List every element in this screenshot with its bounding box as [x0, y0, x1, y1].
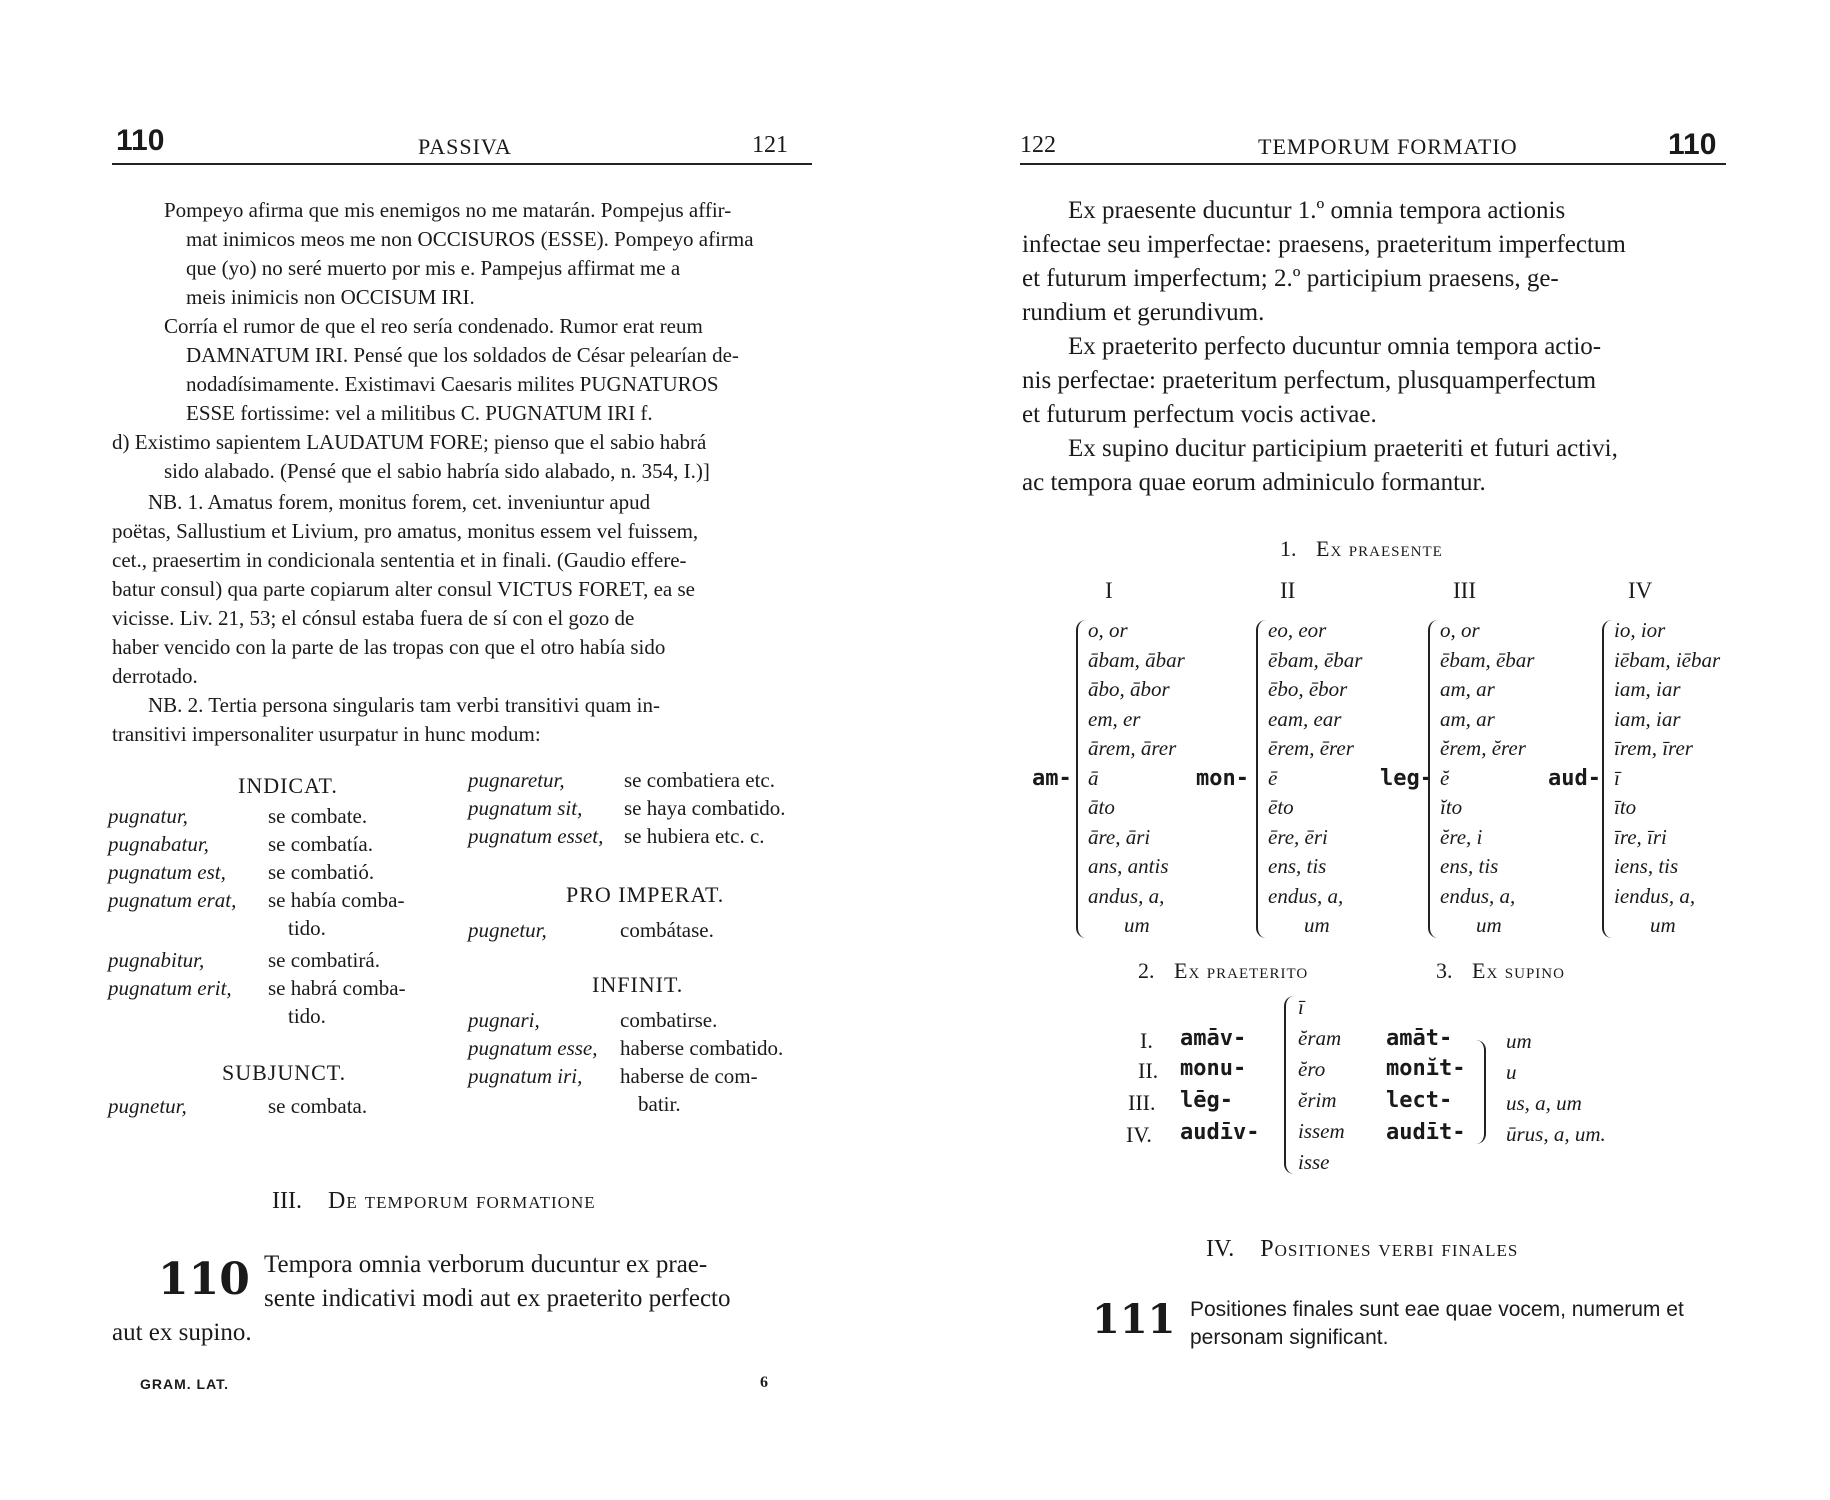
conj-stem: aud-	[1548, 766, 1601, 791]
para1-line: rundium et gerundivum.	[1022, 299, 1265, 326]
brace-left	[1602, 620, 1614, 938]
example-line: Corría el rumor de que el reo sería condenado. Rumor erat reum	[164, 314, 703, 338]
right-section-number: 110	[1668, 128, 1717, 161]
para2-line: nis perfectae: praeteritum perfectum, plusquamperfectum	[1022, 367, 1597, 394]
nb1-line: NB. 1. Amatus forem, monitus forem, cet. inveniuntur apud	[148, 490, 651, 514]
conj-endings: eo, eor ēbam, ēbar ēbo, ēbor eam, ear ērem, ērer ē ēto ēre, ēri ens, tis endus, a, um	[1268, 618, 1363, 937]
section3-heading	[272, 1188, 596, 1215]
right-header-rule	[1020, 163, 1726, 165]
nb1-line: derrotado.	[112, 664, 198, 688]
para110-number: 110	[158, 1254, 250, 1305]
nb1-line: haber vencido con la parte de las tropas con que el otro había sido	[112, 635, 666, 659]
nb1-line: batur consul) qua parte copiarum alter consul VICTUS FORET, ea se	[112, 577, 695, 601]
para1-line: et futurum imperfectum; 2.º participium praesens, ge-	[1022, 265, 1559, 292]
example-line: sido alabado. (Pensé que el sabio habría sido alabado, n. 354, I.)]	[164, 459, 710, 483]
section4-title: Positiones verbi finales	[1260, 1236, 1519, 1262]
perfect-endings: ī ĕram ĕro ĕrim issem isse	[1298, 995, 1345, 1174]
section3-numeral: III.	[272, 1188, 302, 1214]
conj-stem: am-	[1032, 766, 1072, 791]
left-header-rule	[112, 163, 812, 165]
footer-signature: 6	[760, 1374, 768, 1391]
right-para-block	[1022, 194, 1724, 500]
perfect-numeral: III.	[1128, 1090, 1156, 1115]
perfect-numeral: I.	[1140, 1028, 1153, 1053]
brace-left	[1428, 620, 1440, 938]
conj-endings: o, or ābam, ābar ābo, ābor em, er ārem, ārer ā āto āre, āri ans, antis andus, a, um	[1088, 618, 1185, 937]
para111-line: personam significant.	[1190, 1326, 1389, 1349]
example-line: Pompeyo afirma que mis enemigos no me matarán. Pompejus affir-	[164, 198, 732, 222]
brace-perfect	[1284, 996, 1296, 1174]
conj-endings: io, ior iēbam, iēbar iam, iar iam, iar īrem, īrer ī īto īre, īri iens, tis iendus, a, um	[1614, 618, 1721, 937]
para111-line: Positiones finales sunt eae quae vocem, numerum et	[1190, 1298, 1684, 1321]
conj-stem: leg-	[1380, 766, 1433, 791]
brace-supine	[1476, 1040, 1486, 1144]
nb1-line: vicisse. Liv. 21, 53; el cónsul estaba fuera de sí con el gozo de	[112, 606, 635, 630]
example-line: ESSE fortissime: vel a militibus C. PUGNATUM IRI f.	[186, 401, 653, 425]
infinit-heading: INFINIT.	[592, 972, 684, 997]
brace-left	[1076, 620, 1088, 938]
para3-line: ac tempora quae eorum adminiculo formantur.	[1022, 469, 1486, 496]
example-line: mat inimicos meos me non OCCISUROS (ESSE). Pompeyo afirma	[186, 227, 754, 251]
para110-line: aut ex supino.	[112, 1319, 252, 1346]
perfect-numeral: II.	[1138, 1058, 1159, 1083]
right-running-title: TEMPORUM FORMATIO	[1258, 134, 1518, 159]
brace-left	[1256, 620, 1268, 938]
table2-heading: 2. Ex praeterito	[1138, 958, 1309, 983]
para2-line: et futurum perfectum vocis activae.	[1022, 401, 1377, 428]
perfect-stem: monu-	[1180, 1056, 1247, 1081]
supine-endings: um u us, a, um ūrus, a, um.	[1506, 1029, 1606, 1146]
supine-stem: monĭt-	[1386, 1056, 1466, 1081]
conj-numeral: III	[1453, 578, 1476, 603]
supine-stem: lect-	[1386, 1088, 1453, 1113]
para111-text	[1190, 1296, 1730, 1352]
example-line: que (yo) no seré muerto por mis e. Pampejus affirmat me a	[186, 256, 681, 280]
pro-imperat-heading: PRO IMPERAT.	[566, 882, 725, 907]
para1-line: infectae seu imperfectae: praesens, praeteritum imperfectum	[1022, 231, 1626, 258]
example-line: d) Existimo sapientem LAUDATUM FORE; pienso que el sabio habrá	[112, 430, 707, 454]
nb-block	[112, 488, 812, 749]
example-line: nodadísimamente. Existimavi Caesaris milites PUGNATUROS	[186, 372, 719, 396]
example-block	[112, 196, 812, 486]
footer-left: GRAM. LAT.	[140, 1376, 230, 1392]
para110-text	[112, 1248, 812, 1350]
nb2-line: NB. 2. Tertia persona singularis tam verbi transitivi quam in-	[148, 693, 660, 717]
conj-endings: o, or ēbam, ēbar am, ar am, ar ĕrem, ĕrer ĕ ĭto ĕre, i ens, tis endus, a, um	[1440, 618, 1535, 937]
table3-heading: 3. Ex supino	[1436, 958, 1565, 983]
perfect-stem: lēg-	[1180, 1088, 1233, 1113]
perfect-stem: amāv-	[1180, 1026, 1247, 1051]
section4-heading	[1206, 1236, 1518, 1263]
conj-numeral: I	[1105, 578, 1113, 603]
left-running-title: PASSIVA	[418, 134, 512, 159]
table1-heading: 1. Ex praesente	[1280, 536, 1443, 561]
conj-numeral: II	[1280, 578, 1296, 603]
left-section-number: 110	[116, 124, 165, 157]
nb2-line: transitivi impersonaliter usurpatur in hunc modum:	[112, 722, 541, 746]
nb1-line: poëtas, Sallustium et Livium, pro amatus, monitus essem vel fuissem,	[112, 519, 699, 543]
supine-stem: amāt-	[1386, 1026, 1453, 1051]
left-page-number: 121	[752, 132, 788, 158]
example-line: meis inimicis non OCCISUM IRI.	[186, 285, 475, 309]
example-line: DAMNATUM IRI. Pensé que los soldados de César pelearían de-	[186, 343, 739, 367]
para110-line: Tempora omnia verborum ducuntur ex prae-	[264, 1251, 708, 1278]
perfect-stem: audīv-	[1180, 1120, 1260, 1145]
nb1-line: cet., praesertim in condicionala sententia et in finali. (Gaudio effere-	[112, 548, 687, 572]
section4-numeral: IV.	[1206, 1236, 1235, 1262]
para2-line: Ex praeterito perfecto ducuntur omnia tempora actio-	[1068, 333, 1602, 360]
section3-title: De temporum formatione	[327, 1188, 596, 1214]
conj-stem: mon-	[1196, 766, 1249, 791]
conj-numeral: IV	[1628, 578, 1653, 603]
para110-line: sente indicativi modi aut ex praeterito perfecto	[264, 1285, 731, 1312]
para1-line: Ex praesente ducuntur 1.º omnia tempora actionis	[1068, 197, 1566, 224]
subjunct-heading: SUBJUNCT.	[222, 1060, 347, 1085]
para111-number: 111	[1092, 1296, 1176, 1343]
perfect-numeral: IV.	[1126, 1122, 1152, 1147]
indicat-heading: INDICAT.	[238, 773, 338, 798]
supine-stem: audīt-	[1386, 1120, 1466, 1145]
para3-line: Ex supino ducitur participium praeteriti et futuri activi,	[1068, 435, 1618, 462]
right-page-number: 122	[1020, 132, 1056, 158]
